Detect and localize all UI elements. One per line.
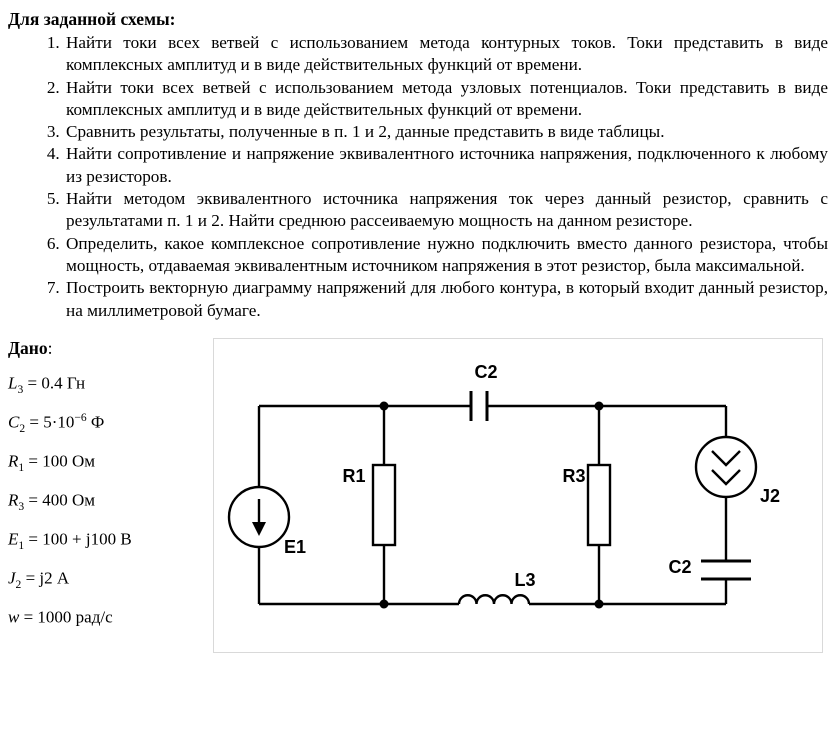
task-list	[8, 32, 828, 322]
assignment-title: Для заданной схемы:	[8, 9, 176, 29]
given-value-c2: $C_2 = 5\cdot 10^{-6}$ Ф	[8, 410, 105, 435]
label-j2: J2	[760, 485, 781, 506]
label-l3: L3	[514, 569, 536, 590]
circuit-svg	[214, 339, 822, 652]
task-item-2: 2. Найти токи всех ветвей с использованием метода узловых потенциалов. Токи представить в виде комплексных амплитуд и в виде действительных функций от времени.	[64, 77, 828, 122]
given-value-w: w = 1000 рад/с	[8, 607, 113, 627]
resistor-r3	[588, 465, 610, 545]
label-e1: E1	[284, 536, 307, 557]
given-block	[8, 338, 213, 638]
given-value-j2: $J_2 = j2$ А	[8, 568, 70, 592]
given-value-r1: $R_1 = 100$ Ом	[8, 451, 96, 474]
resistor-r1	[373, 465, 395, 545]
source-j2-chevron-2	[712, 470, 740, 484]
node-dot	[595, 599, 604, 608]
source-e1-arrowhead	[252, 522, 266, 536]
task-item-6: 6. Определить, какое комплексное сопротивление нужно подключить вместо данного резистора, чтобы мощность, отдаваемая эквивалентным источником напряжения в этот резистор, была максимальной.	[64, 233, 828, 278]
label-c2-right: C2	[668, 556, 692, 577]
given-title	[8, 338, 213, 359]
circuit-diagram	[213, 338, 823, 653]
task-item-4: 4. Найти сопротивление и напряжение эквивалентного источника напряжения, подключенного к любому из резисторов.	[64, 143, 828, 188]
label-r3: R3	[562, 465, 586, 486]
label-c2-top: C2	[474, 361, 498, 382]
source-j2-chevron-1	[712, 451, 740, 465]
bottom-section	[8, 338, 828, 653]
label-r1: R1	[342, 465, 366, 486]
circuit-solids	[252, 401, 604, 608]
given-value-r3: $R_3 = 400$ Ом	[8, 490, 96, 514]
node-dot	[595, 401, 604, 410]
given-colon: :	[47, 337, 53, 358]
task-item-7: 7. Построить векторную диаграмму напряжений для любого контура, в который входит данный резистор, на миллиметровой бумаге.	[64, 277, 828, 322]
node-dot	[380, 599, 389, 608]
given-value-l3: $L_3 = 0.4$ Гн	[8, 373, 86, 396]
task-item-1: 1. Найти токи всех ветвей с использованием метода контурных токов. Токи представить в виде комплексных амплитуд и в виде действительных функций от времени.	[64, 32, 828, 77]
circuit-labels	[284, 362, 780, 590]
given-value-e1: $E_1 = 100 + j100$ В	[8, 529, 132, 553]
node-dot	[380, 401, 389, 410]
source-j2-circle	[696, 437, 756, 497]
given-label: Дано	[8, 337, 48, 358]
task-item-5: 5. Найти методом эквивалентного источника напряжения ток через данный резистор, сравнить с результатами п. 1 и 2. Найти среднюю рассеиваемую мощность на данном резисторе.	[64, 188, 828, 233]
inductor-l3	[459, 595, 529, 604]
task-item-3: 3. Сравнить результаты, полученные в п. 1 и 2, данные представить в виде таблицы.	[64, 121, 828, 143]
